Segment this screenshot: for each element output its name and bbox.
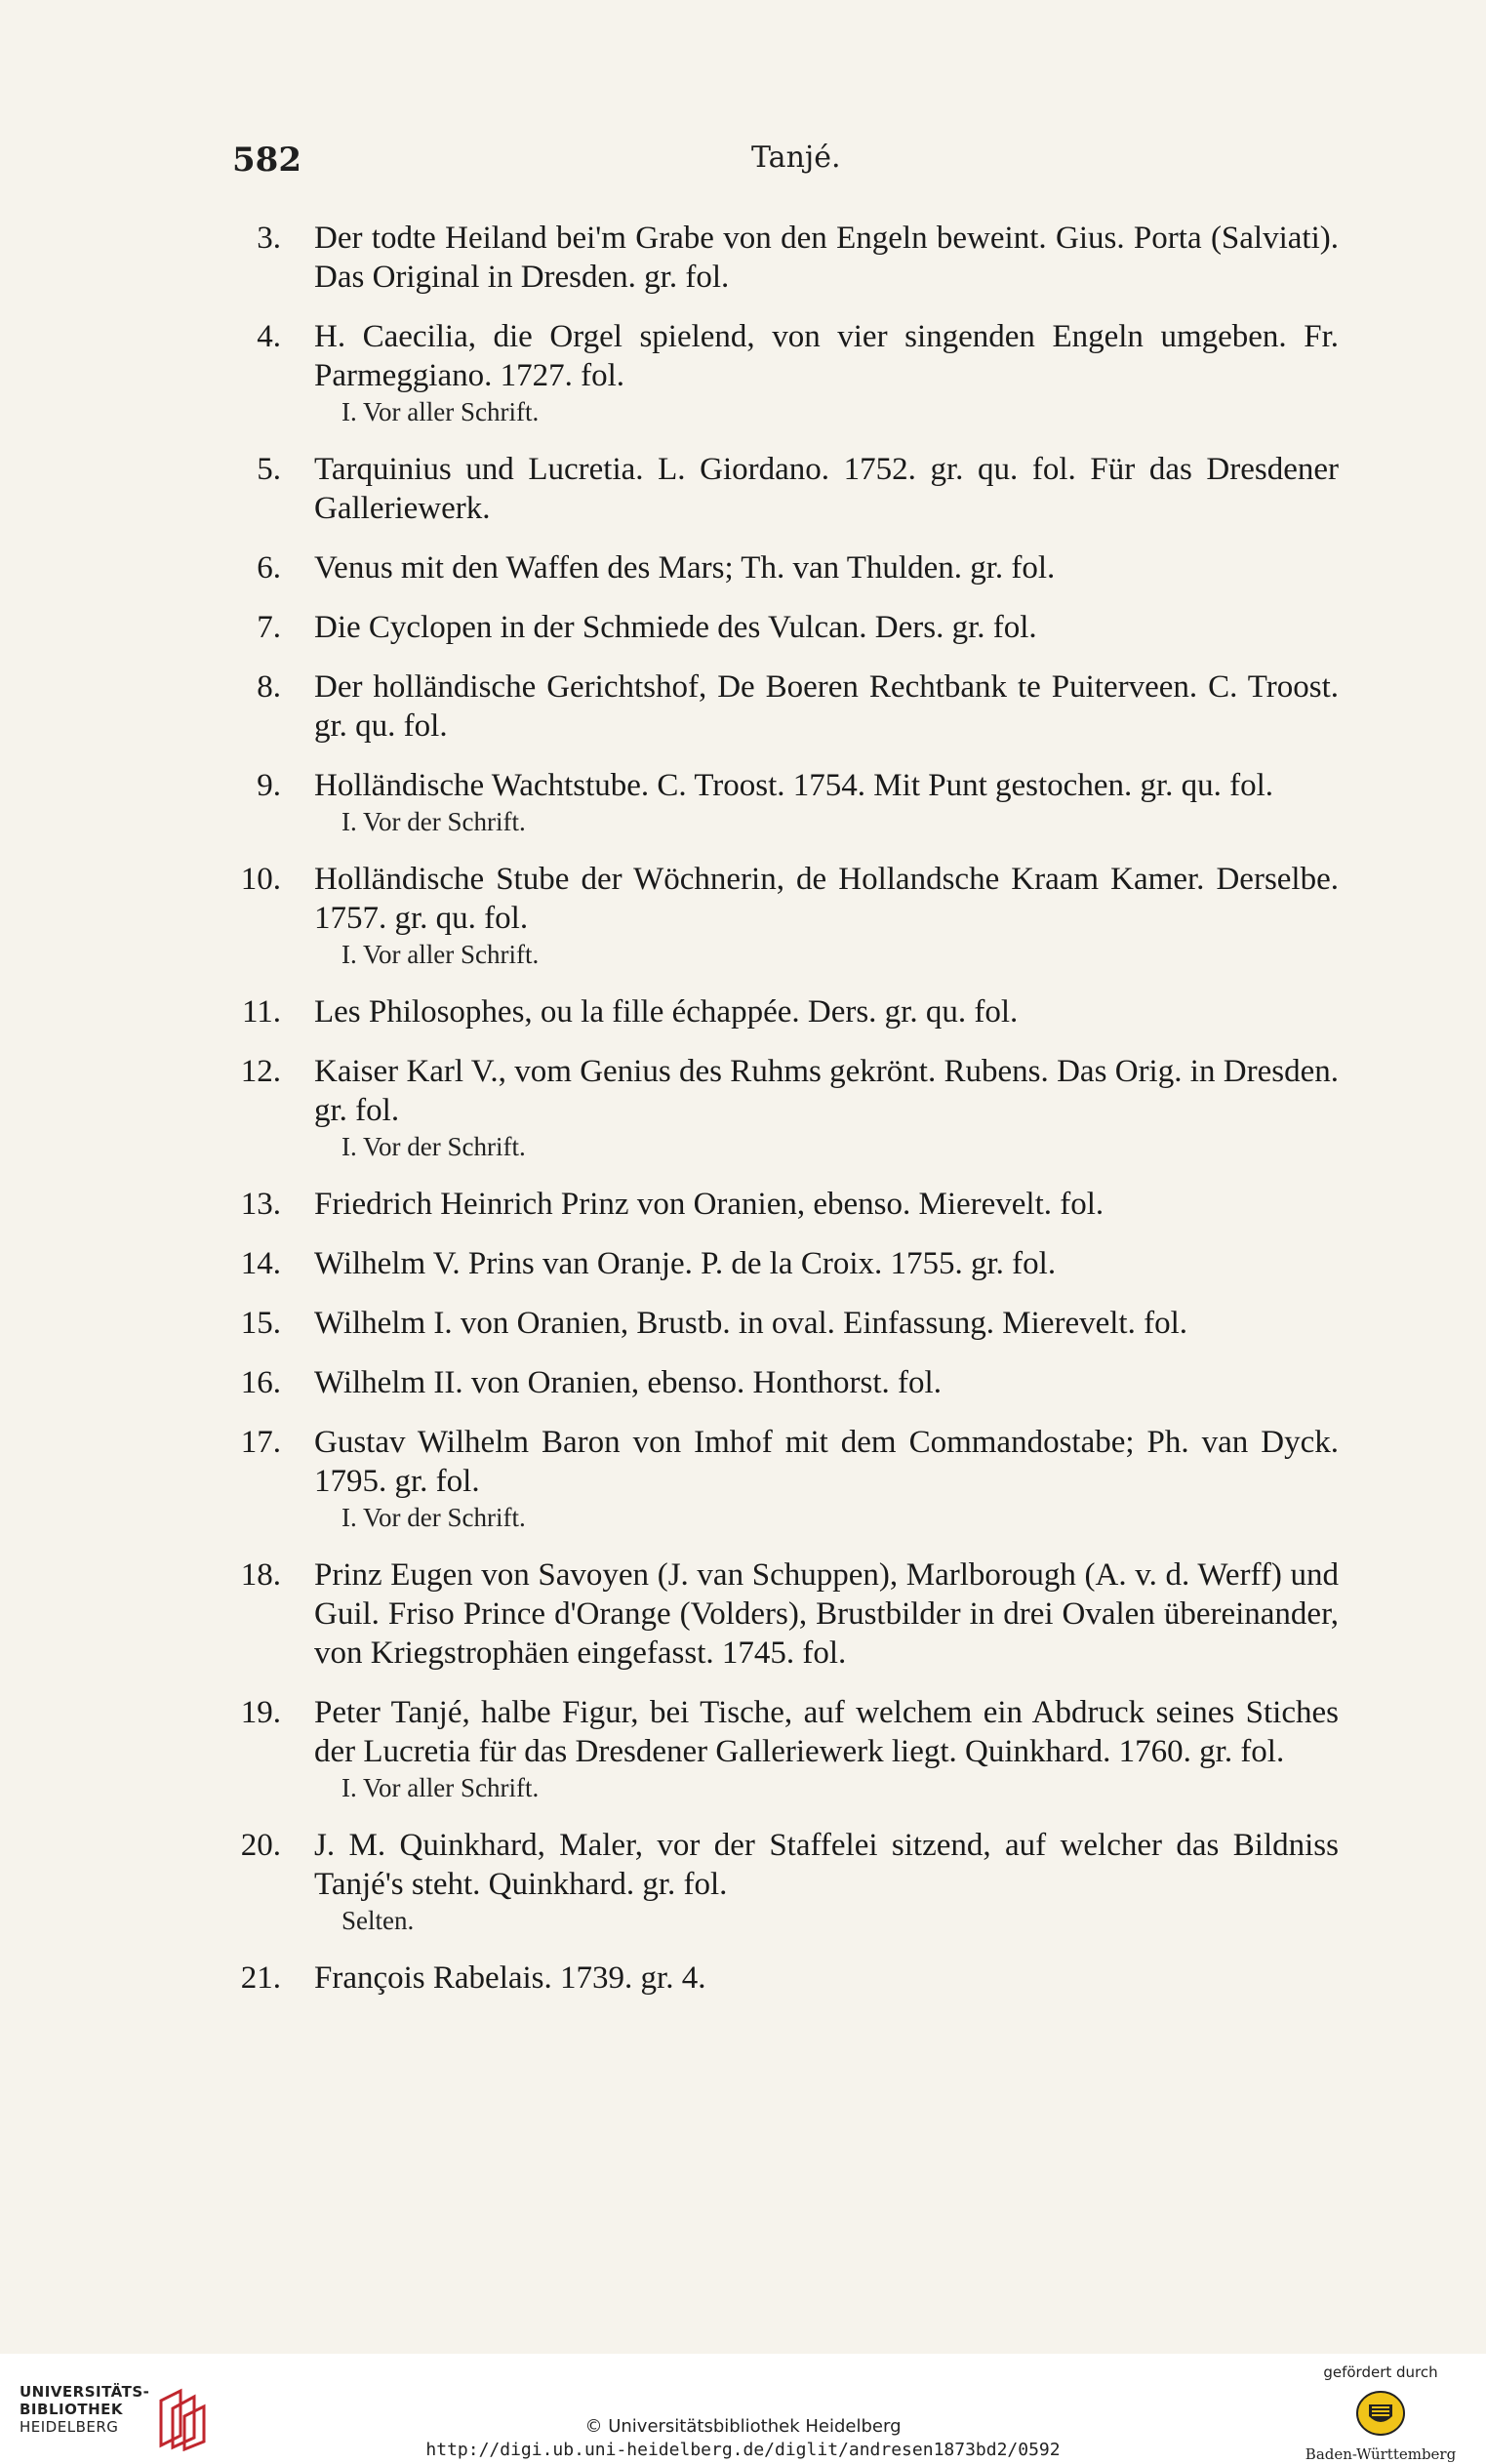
running-head: Tanjé.	[751, 141, 841, 175]
catalogue-entry	[226, 1244, 1339, 1283]
catalogue-entry	[226, 548, 1339, 587]
entry-note: I. Vor aller Schrift.	[341, 1773, 540, 1802]
entry-note: I. Vor der Schrift.	[341, 1503, 526, 1532]
entry-number: 12.	[240, 1054, 281, 1089]
catalogue-entries	[226, 219, 1339, 2018]
catalogue-entry	[226, 1959, 1339, 1998]
entry-number: 15.	[240, 1306, 281, 1341]
entry-text: J. M. Quinkhard, Maler, vor der Staffelei sitzend, auf welcher das Bildniss Tanjé's steht. Quinkhard. gr. fol.	[314, 1828, 1339, 1902]
catalogue-entry	[226, 1185, 1339, 1224]
entry-number: 8.	[257, 669, 281, 705]
entry-number: 3.	[257, 221, 281, 256]
catalogue-entry	[226, 317, 1339, 429]
entry-number: 4.	[257, 319, 281, 354]
entry-note: I. Vor aller Schrift.	[341, 940, 540, 969]
entry-text: Holländische Stube der Wöchnerin, de Hollandsche Kraam Kamer. Derselbe. 1757. gr. qu. fol.	[314, 862, 1339, 936]
catalogue-entry	[226, 608, 1339, 647]
entry-note: Selten.	[341, 1906, 415, 1935]
entry-number: 20.	[240, 1828, 281, 1863]
entry-text: Friedrich Heinrich Prinz von Oranien, ebenso. Mierevelt. fol.	[314, 1187, 1104, 1222]
library-name-line1: UNIVERSITÄTS-	[20, 2383, 150, 2401]
entry-number: 9.	[257, 768, 281, 803]
entry-text: Gustav Wilhelm Baron von Imhof mit dem Commandostabe; Ph. van Dyck. 1795. gr. fol.	[314, 1425, 1339, 1499]
catalogue-entry	[226, 1052, 1339, 1164]
catalogue-entry	[226, 1693, 1339, 1805]
viewer-footer	[0, 2354, 1486, 2464]
library-name-line3: HEIDELBERG	[20, 2418, 119, 2436]
catalogue-entry	[226, 1826, 1339, 1938]
entry-text: Holländische Wachtstube. C. Troost. 1754. Mit Punt gestochen. gr. qu. fol.	[314, 768, 1274, 803]
entry-number: 19.	[240, 1695, 281, 1730]
catalogue-entry	[226, 860, 1339, 972]
entry-text: François Rabelais. 1739. gr. 4.	[314, 1960, 706, 1996]
entry-text: Venus mit den Waffen des Mars; Th. van Thulden. gr. fol.	[314, 550, 1056, 586]
entry-number: 18.	[240, 1557, 281, 1593]
entry-number: 17.	[240, 1425, 281, 1460]
entry-number: 21.	[240, 1960, 281, 1996]
permalink[interactable]: http://digi.ub.uni-heidelberg.de/diglit/andresen1873bd2/0592	[425, 2440, 1061, 2460]
catalogue-entry	[226, 992, 1339, 1031]
entry-number: 7.	[257, 610, 281, 645]
sponsor-label: gefördert durch	[1323, 2363, 1438, 2381]
entry-text: Wilhelm V. Prins van Oranje. P. de la Croix. 1755. gr. fol.	[314, 1246, 1057, 1281]
entry-text: Die Cyclopen in der Schmiede des Vulcan. Ders. gr. fol.	[314, 610, 1037, 645]
sponsor-block	[1293, 2363, 1468, 2463]
entry-text: Les Philosophes, ou la fille échappée. Ders. gr. qu. fol.	[314, 994, 1019, 1030]
catalogue-entry	[226, 1304, 1339, 1343]
copyright-notice: © Universitätsbibliothek Heidelberg	[584, 2416, 902, 2437]
entry-note: I. Vor der Schrift.	[341, 807, 526, 836]
entry-number: 5.	[257, 452, 281, 487]
entry-text: Der todte Heiland bei'm Grabe von den Engeln beweint. Gius. Porta (Salviati). Das Original in Dresden. gr. fol.	[314, 221, 1339, 295]
library-name-line2: BIBLIOTHEK	[20, 2401, 123, 2418]
catalogue-entry	[226, 1555, 1339, 1673]
entry-text: Wilhelm I. von Oranien, Brustb. in oval. Einfassung. Mierevelt. fol.	[314, 1306, 1187, 1341]
entry-text: H. Caecilia, die Orgel spielend, von vier singenden Engeln umgeben. Fr. Parmeggiano. 1727. fol.	[314, 319, 1339, 393]
entry-text: Wilhelm II. von Oranien, ebenso. Honthorst. fol.	[314, 1365, 942, 1400]
entry-note: I. Vor der Schrift.	[341, 1132, 526, 1161]
state-crest-icon	[1354, 2387, 1407, 2440]
page-number: 582	[232, 141, 301, 180]
entry-number: 16.	[240, 1365, 281, 1400]
catalogue-entry	[226, 766, 1339, 839]
entry-number: 13.	[240, 1187, 281, 1222]
entry-number: 6.	[257, 550, 281, 586]
sponsor-name: Baden-Württemberg	[1305, 2445, 1457, 2463]
catalogue-entry	[226, 450, 1339, 528]
catalogue-entry	[226, 1423, 1339, 1535]
entry-number: 10.	[240, 862, 281, 897]
entry-text: Peter Tanjé, halbe Figur, bei Tische, auf welchem ein Abdruck seines Stiches der Lucretia für das Dresdener Galleriewerk liegt. Quinkhard. 1760. gr. fol.	[314, 1695, 1339, 1769]
catalogue-entry	[226, 1363, 1339, 1402]
catalogue-entry	[226, 219, 1339, 297]
entry-text: Tarquinius und Lucretia. L. Giordano. 1752. gr. qu. fol. Für das Dresdener Galleriewerk.	[314, 452, 1339, 526]
catalogue-entry	[226, 667, 1339, 746]
entry-text: Kaiser Karl V., vom Genius des Ruhms gekrönt. Rubens. Das Orig. in Dresden. gr. fol.	[314, 1054, 1339, 1128]
entry-number: 14.	[240, 1246, 281, 1281]
entry-text: Der holländische Gerichtshof, De Boeren Rechtbank te Puiterveen. C. Troost. gr. qu. fol.	[314, 669, 1339, 744]
entry-number: 11.	[241, 994, 281, 1030]
entry-note: I. Vor aller Schrift.	[341, 397, 540, 426]
entry-text: Prinz Eugen von Savoyen (J. van Schuppen), Marlborough (A. v. d. Werff) und Guil. Friso Prince d'Orange (Volders), Brustbilder in drei Ovalen übereinander, von Kriegstrophäen eingefasst. 1745. fol.	[314, 1557, 1339, 1671]
